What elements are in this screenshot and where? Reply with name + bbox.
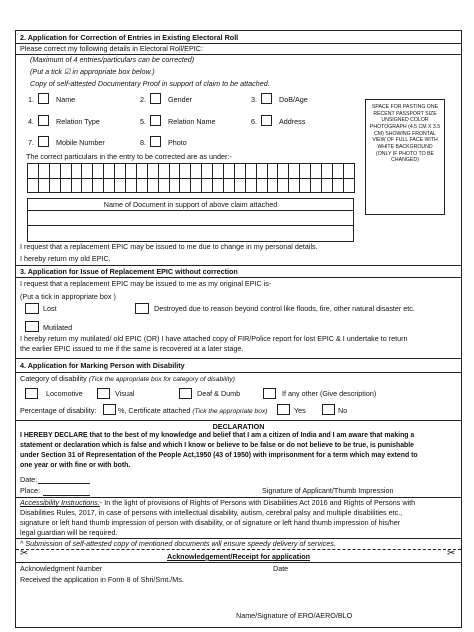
- cut-line: [16, 549, 461, 550]
- tick-note: (Put a tick ☑ in appropriate box below.): [30, 67, 155, 76]
- place-label: Place:: [20, 486, 40, 495]
- percentage-label: Percentage of disability:: [20, 406, 97, 415]
- checkbox-other-disability[interactable]: [263, 388, 276, 399]
- divider: [28, 225, 353, 226]
- date-label: Date:: [20, 475, 38, 484]
- no-label: No: [338, 406, 348, 415]
- section2-intro: Please correct my following details in Electoral Roll/EPIC:: [20, 44, 203, 53]
- locomotive-label: Locomotive: [46, 389, 83, 398]
- section3-request: I request that a replacement EPIC may be issued to me as my original EPIC is-: [20, 279, 272, 288]
- submission-note: ^ Submission of self-attested copy of mentioned documents will ensure speedy delivery of services.: [20, 539, 336, 548]
- correction-char-grid[interactable]: [27, 163, 355, 193]
- declaration-line: statement or declaration which is false and which I know or believe to be false or do not believe to be true, is punishable: [20, 442, 415, 449]
- option-label-gender: Gender: [168, 95, 192, 104]
- accessibility-title: Accessibility Instructions:: [20, 498, 100, 507]
- declaration-line: I HEREBY DECLARE that to the best of my knowledge and belief that I am a citizen of India and I am aware that making a: [20, 432, 415, 439]
- option-label-relation-name: Relation Name: [168, 117, 216, 126]
- option-number: 5.: [140, 117, 146, 126]
- accessibility-text: - In the light of provisions of Rights of Persons with Disabilities Act 2016 and Rights of Persons with: [99, 498, 416, 507]
- divider: [16, 420, 461, 421]
- other-disability-label: If any other (Give description): [282, 389, 377, 398]
- divider: [16, 562, 461, 563]
- proof-note: Copy of self-attested Documentary Proof in support of claim to be attached.: [30, 79, 270, 88]
- return-old-epic: I hereby return my old EPIC.: [20, 254, 111, 263]
- category-label: [20, 375, 235, 384]
- checkbox-lost[interactable]: [25, 303, 39, 314]
- checkbox-name[interactable]: [38, 93, 49, 104]
- checkbox-visual[interactable]: [97, 388, 110, 399]
- certificate-label: [118, 407, 267, 416]
- checkbox-deaf-dumb[interactable]: [179, 388, 192, 399]
- section3-tick-note: (Put a tick in appropriate box ): [20, 292, 116, 301]
- mutilated-label: Mutilated: [43, 323, 73, 332]
- max-entries-note: (Maximum of 4 entries/particulars can be corrected): [30, 55, 195, 64]
- section4-title: 4. Application for Marking Person with Disability: [20, 361, 185, 370]
- photo-paste-box: SPACE FOR PASTING ONE RECENT PASSPORT SIZE UNSIGNED COLOR PHOTOGRAPH (4.5 CM X 3.5 CM) SHOWING FRONTAL VIEW OF FULL FACE WITH WHITE BACKGROUND (ONLY IF PHOTO TO BE CHANGED): [365, 99, 445, 215]
- checkbox-photo[interactable]: [150, 136, 161, 147]
- option-label-photo: Photo: [168, 138, 187, 147]
- ack-number-label: Acknowledgment Number: [20, 564, 103, 573]
- option-label-mobile: Mobile Number: [56, 138, 105, 147]
- checkbox-destroyed[interactable]: [135, 303, 149, 314]
- checkbox-dob[interactable]: [261, 93, 272, 104]
- accessibility-line: [20, 499, 415, 508]
- replacement-request: I request that a replacement EPIC may be issued to me due to change in my personal details.: [20, 242, 318, 251]
- accessibility-line: Disabilities Rules, 2017, in case of persons with intellectual disability, autism, cerebral palsy and multiple disabilities etc.,: [20, 508, 403, 517]
- receipt-heading: Acknowledgement/Receipt for application: [167, 552, 310, 561]
- lost-label: Lost: [43, 304, 57, 313]
- option-label-relation-type: Relation Type: [56, 117, 100, 126]
- return-statement-line2: the earlier EPIC issued to me if the same is recovered at a later stage.: [20, 344, 244, 353]
- declaration-heading: DECLARATION: [212, 422, 265, 431]
- date-field[interactable]: [38, 483, 90, 484]
- percentage-input[interactable]: [103, 404, 116, 415]
- document-table: [27, 198, 354, 242]
- divider: [28, 210, 353, 211]
- deaf-dumb-label: Deaf & Dumb: [197, 389, 241, 398]
- checkbox-relation-name[interactable]: [150, 115, 161, 126]
- option-number: 8.: [140, 138, 146, 147]
- correct-particulars-label: The correct particulars in the entry to be corrected are as under:-: [26, 152, 232, 161]
- checkbox-address[interactable]: [261, 115, 272, 126]
- form-frame: [15, 30, 462, 628]
- signature-label: Signature of Applicant/Thumb Impression: [262, 486, 394, 495]
- option-number: 4.: [28, 117, 34, 126]
- option-number: 3.: [251, 95, 257, 104]
- divider: [16, 372, 461, 373]
- accessibility-line: signature or left hand thumb impression of person with disability, or of signature or left hand thumb impression of his/her: [20, 518, 401, 527]
- option-number: 6.: [251, 117, 257, 126]
- certificate-note: (Tick the appropriate box): [192, 408, 268, 415]
- checkbox-certificate-no[interactable]: [322, 404, 335, 415]
- category-label-text: Category of disability: [20, 374, 87, 383]
- checkbox-mutilated[interactable]: [25, 321, 39, 332]
- category-note: (Tick the appropriate box for category of disability): [88, 376, 235, 383]
- checkbox-certificate-yes[interactable]: [277, 404, 290, 415]
- option-number: 1.: [28, 95, 34, 104]
- option-label-dob: DoB/Age: [279, 95, 308, 104]
- option-label-address: Address: [279, 117, 306, 126]
- accessibility-line: legal guardian will be required.: [20, 528, 118, 537]
- receipt-date-label: Date: [273, 564, 289, 573]
- section2-title: 2. Application for Correction of Entries in Existing Electoral Roll: [20, 33, 239, 42]
- place-field[interactable]: [43, 495, 90, 496]
- scissors-icon: ✂: [20, 548, 29, 559]
- declaration-line: under Section 31 of Representation of the People Act,1950 (43 of 1950) with imprisonment for a term which may extend to: [20, 452, 418, 459]
- destroyed-label: Destroyed due to reason beyond control like floods, fire, other natural disaster etc.: [154, 304, 415, 313]
- visual-label: Visual: [115, 389, 135, 398]
- ero-signature-label: Name/Signature of ERO/AERO/BLO: [236, 611, 353, 620]
- document-table-header: Name of Document in support of above claim attached: [103, 200, 278, 209]
- return-statement-line1: I hereby return my mutilated/ old EPIC (OR) I have attached copy of FIR/Police report for lost EPIC & I undertake to return: [20, 334, 408, 343]
- certificate-label-text: %, Certificate attached: [118, 406, 191, 415]
- yes-label: Yes: [294, 406, 306, 415]
- checkbox-gender[interactable]: [150, 93, 161, 104]
- scissors-icon: ✂: [447, 548, 456, 559]
- section3-title: 3. Application for Issue of Replacement EPIC without correction: [20, 267, 238, 276]
- option-label-name: Name: [56, 95, 76, 104]
- divider: [16, 265, 461, 266]
- received-statement: Received the application in Form 8 of Shri/Smt./Ms.: [20, 575, 184, 584]
- declaration-line: one year or with fine or with both.: [20, 462, 131, 469]
- checkbox-locomotive[interactable]: [25, 388, 38, 399]
- option-number: 2.: [140, 95, 146, 104]
- checkbox-mobile[interactable]: [38, 136, 49, 147]
- divider: [16, 277, 461, 278]
- option-number: 7.: [28, 138, 34, 147]
- divider: [16, 358, 461, 359]
- checkbox-relation-type[interactable]: [38, 115, 49, 126]
